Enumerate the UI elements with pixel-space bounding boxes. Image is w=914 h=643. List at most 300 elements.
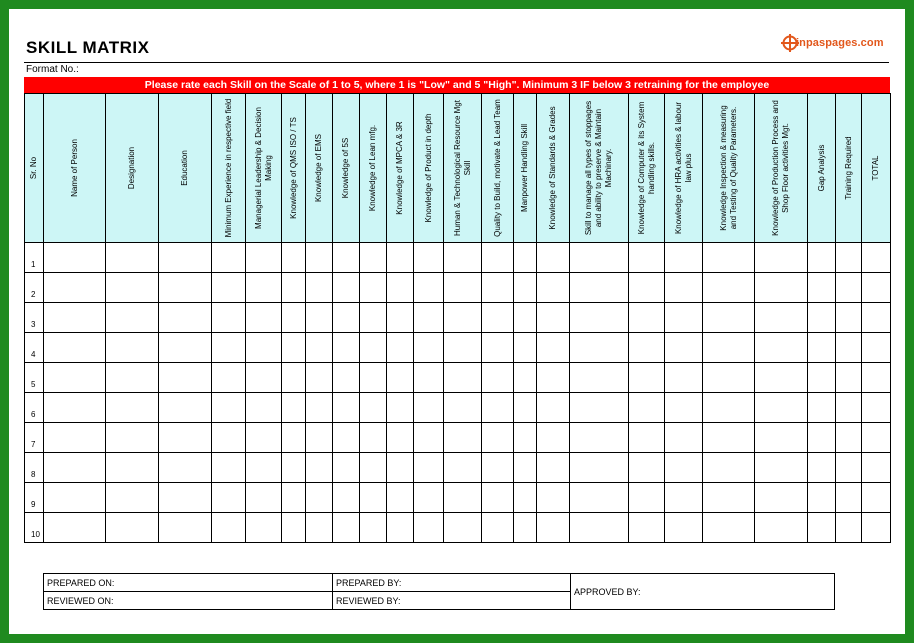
cell-col-manpower-handling[interactable] (514, 303, 537, 333)
cell-col-mpca-3r[interactable] (387, 333, 414, 363)
cell-col-hr-tech-resource[interactable] (444, 303, 482, 333)
format-no-row (24, 62, 889, 77)
cell-col-name-of-person[interactable] (44, 423, 106, 453)
cell-col-total[interactable] (862, 513, 891, 543)
table-row (25, 423, 891, 453)
cell-col-gap-analysis[interactable] (808, 363, 836, 393)
cell-col-designation[interactable] (106, 333, 159, 363)
cell-col-build-motivate-lead[interactable] (482, 333, 514, 363)
cell-col-hr-tech-resource[interactable] (444, 483, 482, 513)
cell-col-computer-skills[interactable] (629, 393, 665, 423)
approved-by-cell[interactable]: APPROVED BY: (571, 574, 835, 610)
cell-col-standards-grades[interactable] (537, 513, 570, 543)
cell-col-total[interactable] (862, 243, 891, 273)
cell-col-qms-iso-ts[interactable] (282, 423, 306, 453)
cell-col-min-experience[interactable] (212, 243, 246, 273)
cell-col-build-motivate-lead[interactable] (482, 453, 514, 483)
cell-col-training-required[interactable] (836, 453, 862, 483)
cell-col-designation[interactable] (106, 423, 159, 453)
cell-col-hr-tech-resource[interactable] (444, 363, 482, 393)
cell-col-gap-analysis[interactable] (808, 273, 836, 303)
cell-col-training-required[interactable] (836, 513, 862, 543)
header-col-gap-analysis (808, 94, 836, 243)
cell-col-total[interactable] (862, 483, 891, 513)
header-label: Knowledge of Standards & Grades (548, 106, 557, 230)
cell-col-5s[interactable] (333, 363, 360, 393)
cell-col-designation[interactable] (106, 513, 159, 543)
prepared-by-cell[interactable]: PREPARED BY: (333, 574, 571, 592)
cell-col-qms-iso-ts[interactable] (282, 243, 306, 273)
cell-col-lean-mfg[interactable] (360, 243, 387, 273)
cell-col-total[interactable] (862, 393, 891, 423)
header-label: Quality to Build, motivate & Lead Team (492, 99, 502, 237)
cell-col-mpca-3r[interactable] (387, 363, 414, 393)
cell-col-5s[interactable] (333, 453, 360, 483)
format-no-label: Format No.: (26, 64, 79, 75)
header-col-total (862, 94, 891, 243)
cell-col-hra-labour-law[interactable] (665, 303, 703, 333)
reviewed-by-cell[interactable]: REVIEWED BY: (333, 592, 571, 610)
cell-col-inspection-testing[interactable] (703, 453, 755, 483)
cell-col-ems[interactable] (306, 393, 333, 423)
cell-col-ems[interactable] (306, 243, 333, 273)
cell-col-build-motivate-lead[interactable] (482, 513, 514, 543)
cell-col-qms-iso-ts[interactable] (282, 483, 306, 513)
cell-col-lean-mfg[interactable] (360, 363, 387, 393)
header-col-education (159, 94, 212, 243)
cell-col-hr-tech-resource[interactable] (444, 273, 482, 303)
cell-col-standards-grades[interactable] (537, 243, 570, 273)
cell-col-production-process[interactable] (755, 423, 808, 453)
cell-col-name-of-person[interactable] (44, 363, 106, 393)
sr-no-cell (25, 273, 44, 303)
header-col-production-process (755, 94, 808, 243)
cell-col-qms-iso-ts[interactable] (282, 273, 306, 303)
header-col-designation (106, 94, 159, 243)
cell-col-5s[interactable] (333, 393, 360, 423)
table-row (25, 333, 891, 363)
cell-col-total[interactable] (862, 303, 891, 333)
cell-col-ems[interactable] (306, 363, 333, 393)
cell-col-stoppages-maintenance[interactable] (570, 273, 629, 303)
cell-col-inspection-testing[interactable] (703, 423, 755, 453)
cell-col-standards-grades[interactable] (537, 453, 570, 483)
cell-col-inspection-testing[interactable] (703, 483, 755, 513)
cell-col-manpower-handling[interactable] (514, 273, 537, 303)
cell-col-product-depth[interactable] (414, 423, 444, 453)
cell-col-education[interactable] (159, 333, 212, 363)
cell-col-inspection-testing[interactable] (703, 243, 755, 273)
cell-col-hr-tech-resource[interactable] (444, 453, 482, 483)
cell-col-production-process[interactable] (755, 273, 808, 303)
sr-no-cell (25, 393, 44, 423)
cell-col-5s[interactable] (333, 333, 360, 363)
cell-col-designation[interactable] (106, 393, 159, 423)
cell-col-designation[interactable] (106, 303, 159, 333)
cell-col-total[interactable] (862, 423, 891, 453)
cell-col-gap-analysis[interactable] (808, 333, 836, 363)
cell-col-production-process[interactable] (755, 303, 808, 333)
cell-col-production-process[interactable] (755, 453, 808, 483)
cell-col-gap-analysis[interactable] (808, 453, 836, 483)
cell-col-build-motivate-lead[interactable] (482, 483, 514, 513)
cell-col-education[interactable] (159, 243, 212, 273)
prepared-on-cell[interactable]: PREPARED ON: (44, 574, 333, 592)
cell-col-education[interactable] (159, 273, 212, 303)
cell-col-min-experience[interactable] (212, 303, 246, 333)
cell-col-inspection-testing[interactable] (703, 333, 755, 363)
rating-instruction-banner: Please rate each Skill on the Scale of 1 to 5, where 1 is "Low" and 5 "High". Minimum 3 IF below 3 retraining for the employee (24, 77, 890, 93)
cell-col-product-depth[interactable] (414, 453, 444, 483)
header-col-hra-labour-law (665, 94, 703, 243)
cell-col-stoppages-maintenance[interactable] (570, 333, 629, 363)
header-label: Minimum Experience in respective field (223, 98, 233, 238)
cell-col-training-required[interactable] (836, 393, 862, 423)
cell-col-hr-tech-resource[interactable] (444, 333, 482, 363)
cell-col-ems[interactable] (306, 483, 333, 513)
sr-no-cell (25, 303, 44, 333)
cell-col-education[interactable] (159, 513, 212, 543)
cell-col-manpower-handling[interactable] (514, 423, 537, 453)
cell-col-product-depth[interactable] (414, 393, 444, 423)
sr-no-cell (25, 243, 44, 273)
header-col-sr-no (25, 94, 44, 243)
cell-col-manpower-handling[interactable] (514, 333, 537, 363)
cell-col-managerial-leadership[interactable] (246, 363, 282, 393)
cell-col-computer-skills[interactable] (629, 243, 665, 273)
header-col-build-motivate-lead (482, 94, 514, 243)
table-row (25, 303, 891, 333)
cell-col-stoppages-maintenance[interactable] (570, 393, 629, 423)
cell-col-stoppages-maintenance[interactable] (570, 513, 629, 543)
row-number: 4 (31, 350, 36, 359)
header-col-manpower-handling (514, 94, 537, 243)
cell-col-manpower-handling[interactable] (514, 513, 537, 543)
cell-col-lean-mfg[interactable] (360, 333, 387, 363)
cell-col-managerial-leadership[interactable] (246, 393, 282, 423)
cell-col-computer-skills[interactable] (629, 513, 665, 543)
row-number: 5 (31, 380, 36, 389)
row-number: 9 (31, 500, 36, 509)
cell-col-5s[interactable] (333, 243, 360, 273)
cell-col-ems[interactable] (306, 453, 333, 483)
cell-col-lean-mfg[interactable] (360, 483, 387, 513)
cell-col-min-experience[interactable] (212, 423, 246, 453)
cell-col-managerial-leadership[interactable] (246, 243, 282, 273)
cell-col-managerial-leadership[interactable] (246, 483, 282, 513)
cell-col-designation[interactable] (106, 483, 159, 513)
cell-col-name-of-person[interactable] (44, 513, 106, 543)
cell-col-product-depth[interactable] (414, 243, 444, 273)
cell-col-gap-analysis[interactable] (808, 303, 836, 333)
header-col-mpca-3r (387, 94, 414, 243)
logo-text: inpaspages.com (796, 37, 884, 49)
cell-col-qms-iso-ts[interactable] (282, 513, 306, 543)
document-title: SKILL MATRIX (26, 38, 150, 57)
cell-col-min-experience[interactable] (212, 333, 246, 363)
cell-col-build-motivate-lead[interactable] (482, 423, 514, 453)
cell-col-name-of-person[interactable] (44, 303, 106, 333)
cell-col-computer-skills[interactable] (629, 483, 665, 513)
cell-col-standards-grades[interactable] (537, 393, 570, 423)
cell-col-designation[interactable] (106, 243, 159, 273)
cell-col-hr-tech-resource[interactable] (444, 423, 482, 453)
cell-col-inspection-testing[interactable] (703, 393, 755, 423)
cell-col-gap-analysis[interactable] (808, 513, 836, 543)
cell-col-gap-analysis[interactable] (808, 243, 836, 273)
cell-col-training-required[interactable] (836, 363, 862, 393)
cell-col-standards-grades[interactable] (537, 423, 570, 453)
header-label: Knowledge of Lean mfg. (368, 124, 377, 212)
cell-col-total[interactable] (862, 333, 891, 363)
cell-col-standards-grades[interactable] (537, 483, 570, 513)
cell-col-mpca-3r[interactable] (387, 273, 414, 303)
cell-col-hra-labour-law[interactable] (665, 363, 703, 393)
cell-col-hra-labour-law[interactable] (665, 513, 703, 543)
cell-col-standards-grades[interactable] (537, 363, 570, 393)
cell-col-total[interactable] (862, 453, 891, 483)
cell-col-build-motivate-lead[interactable] (482, 393, 514, 423)
header-col-managerial-leadership (246, 94, 282, 243)
cell-col-hra-labour-law[interactable] (665, 273, 703, 303)
cell-col-stoppages-maintenance[interactable] (570, 423, 629, 453)
cell-col-gap-analysis[interactable] (808, 423, 836, 453)
header-label: Skill to manage all types of stoppages and ability to preserve & Maintain Machinary. (584, 100, 613, 236)
cell-col-stoppages-maintenance[interactable] (570, 483, 629, 513)
cell-col-product-depth[interactable] (414, 513, 444, 543)
cell-col-training-required[interactable] (836, 243, 862, 273)
cell-col-5s[interactable] (333, 303, 360, 333)
cell-col-qms-iso-ts[interactable] (282, 393, 306, 423)
cell-col-computer-skills[interactable] (629, 363, 665, 393)
cell-col-build-motivate-lead[interactable] (482, 273, 514, 303)
cell-col-mpca-3r[interactable] (387, 453, 414, 483)
cell-col-stoppages-maintenance[interactable] (570, 453, 629, 483)
sr-no-cell (25, 333, 44, 363)
cell-col-total[interactable] (862, 273, 891, 303)
cell-col-min-experience[interactable] (212, 273, 246, 303)
cell-col-5s[interactable] (333, 483, 360, 513)
cell-col-build-motivate-lead[interactable] (482, 303, 514, 333)
cell-col-name-of-person[interactable] (44, 333, 106, 363)
cell-col-education[interactable] (159, 483, 212, 513)
table-row (25, 273, 891, 303)
cell-col-build-motivate-lead[interactable] (482, 243, 514, 273)
cell-col-lean-mfg[interactable] (360, 513, 387, 543)
cell-col-computer-skills[interactable] (629, 423, 665, 453)
sr-no-cell (25, 453, 44, 483)
cell-col-hra-labour-law[interactable] (665, 453, 703, 483)
cell-col-mpca-3r[interactable] (387, 513, 414, 543)
cell-col-qms-iso-ts[interactable] (282, 453, 306, 483)
cell-col-inspection-testing[interactable] (703, 273, 755, 303)
cell-col-5s[interactable] (333, 423, 360, 453)
cell-col-education[interactable] (159, 363, 212, 393)
cell-col-inspection-testing[interactable] (703, 513, 755, 543)
cell-col-standards-grades[interactable] (537, 273, 570, 303)
cell-col-inspection-testing[interactable] (703, 303, 755, 333)
cell-col-stoppages-maintenance[interactable] (570, 363, 629, 393)
cell-col-lean-mfg[interactable] (360, 303, 387, 333)
cell-col-managerial-leadership[interactable] (246, 303, 282, 333)
cell-col-hr-tech-resource[interactable] (444, 513, 482, 543)
cell-col-computer-skills[interactable] (629, 453, 665, 483)
cell-col-name-of-person[interactable] (44, 273, 106, 303)
cell-col-min-experience[interactable] (212, 393, 246, 423)
sr-no-cell (25, 423, 44, 453)
cell-col-ems[interactable] (306, 333, 333, 363)
header-label: Manpower Handling Skill (520, 123, 529, 213)
cell-col-computer-skills[interactable] (629, 303, 665, 333)
reviewed-on-cell[interactable]: REVIEWED ON: (44, 592, 333, 610)
header-col-stoppages-maintenance (570, 94, 629, 243)
cell-col-hra-labour-law[interactable] (665, 423, 703, 453)
cell-col-5s[interactable] (333, 513, 360, 543)
cell-col-computer-skills[interactable] (629, 273, 665, 303)
cell-col-mpca-3r[interactable] (387, 303, 414, 333)
cell-col-min-experience[interactable] (212, 453, 246, 483)
cell-col-hr-tech-resource[interactable] (444, 243, 482, 273)
cell-col-education[interactable] (159, 303, 212, 333)
row-number: 2 (31, 290, 36, 299)
cell-col-5s[interactable] (333, 273, 360, 303)
cell-col-designation[interactable] (106, 363, 159, 393)
header-col-name-of-person (44, 94, 106, 243)
header-label: Knowledge of QMS ISO / TS (288, 117, 298, 219)
cell-col-managerial-leadership[interactable] (246, 333, 282, 363)
row-number: 10 (31, 530, 40, 539)
cell-col-standards-grades[interactable] (537, 333, 570, 363)
cell-col-ems[interactable] (306, 273, 333, 303)
site-logo (780, 30, 884, 56)
header-label: Sr. No (29, 156, 38, 180)
sr-no-cell (25, 483, 44, 513)
cell-col-hra-labour-law[interactable] (665, 483, 703, 513)
cell-col-standards-grades[interactable] (537, 303, 570, 333)
row-number: 8 (31, 470, 36, 479)
cell-col-hra-labour-law[interactable] (665, 333, 703, 363)
cell-col-hr-tech-resource[interactable] (444, 393, 482, 423)
cell-col-production-process[interactable] (755, 483, 808, 513)
cell-col-production-process[interactable] (755, 513, 808, 543)
cell-col-gap-analysis[interactable] (808, 483, 836, 513)
cell-col-name-of-person[interactable] (44, 483, 106, 513)
cell-col-mpca-3r[interactable] (387, 243, 414, 273)
header-col-inspection-testing (703, 94, 755, 243)
cell-col-manpower-handling[interactable] (514, 243, 537, 273)
cell-col-min-experience[interactable] (212, 483, 246, 513)
header-col-hr-tech-resource (444, 94, 482, 243)
cell-col-gap-analysis[interactable] (808, 393, 836, 423)
cell-col-managerial-leadership[interactable] (246, 453, 282, 483)
cell-col-qms-iso-ts[interactable] (282, 303, 306, 333)
cell-col-min-experience[interactable] (212, 513, 246, 543)
cell-col-production-process[interactable] (755, 393, 808, 423)
cell-col-ems[interactable] (306, 303, 333, 333)
cell-col-production-process[interactable] (755, 333, 808, 363)
header-label: Knowledge of Computer & its System handling skills. (636, 101, 656, 235)
header-col-qms-iso-ts (282, 94, 306, 243)
cell-col-lean-mfg[interactable] (360, 273, 387, 303)
header-label: Name of Person (69, 139, 79, 197)
cell-col-managerial-leadership[interactable] (246, 513, 282, 543)
cell-col-education[interactable] (159, 453, 212, 483)
cell-col-product-depth[interactable] (414, 363, 444, 393)
cell-col-designation[interactable] (106, 273, 159, 303)
cell-col-qms-iso-ts[interactable] (282, 363, 306, 393)
row-number: 6 (31, 410, 36, 419)
cell-col-product-depth[interactable] (414, 483, 444, 513)
header-label: Training Required (843, 136, 853, 200)
cell-col-product-depth[interactable] (414, 333, 444, 363)
table-row (25, 513, 891, 543)
header-label: Gap Analysis (816, 144, 826, 192)
cell-col-stoppages-maintenance[interactable] (570, 303, 629, 333)
cell-col-ems[interactable] (306, 513, 333, 543)
row-number: 7 (31, 440, 36, 449)
cell-col-min-experience[interactable] (212, 363, 246, 393)
header-label: TOTAL (871, 155, 880, 181)
cell-col-computer-skills[interactable] (629, 333, 665, 363)
table-row (25, 363, 891, 393)
cell-col-qms-iso-ts[interactable] (282, 333, 306, 363)
cell-col-manpower-handling[interactable] (514, 363, 537, 393)
cell-col-training-required[interactable] (836, 303, 862, 333)
cell-col-lean-mfg[interactable] (360, 423, 387, 453)
header-col-training-required (836, 94, 862, 243)
cell-col-designation[interactable] (106, 453, 159, 483)
cell-col-name-of-person[interactable] (44, 243, 106, 273)
cell-col-stoppages-maintenance[interactable] (570, 243, 629, 273)
cell-col-ems[interactable] (306, 423, 333, 453)
cell-col-product-depth[interactable] (414, 303, 444, 333)
cell-col-training-required[interactable] (836, 333, 862, 363)
cell-col-total[interactable] (862, 363, 891, 393)
cell-col-managerial-leadership[interactable] (246, 273, 282, 303)
table-header-row (25, 94, 891, 243)
cell-col-mpca-3r[interactable] (387, 393, 414, 423)
cell-col-product-depth[interactable] (414, 273, 444, 303)
cell-col-training-required[interactable] (836, 423, 862, 453)
cell-col-manpower-handling[interactable] (514, 453, 537, 483)
cell-col-lean-mfg[interactable] (360, 393, 387, 423)
sr-no-cell (25, 363, 44, 393)
cell-col-education[interactable] (159, 423, 212, 453)
cell-col-name-of-person[interactable] (44, 453, 106, 483)
cell-col-managerial-leadership[interactable] (246, 423, 282, 453)
cell-col-name-of-person[interactable] (44, 393, 106, 423)
cell-col-production-process[interactable] (755, 243, 808, 273)
cell-col-training-required[interactable] (836, 483, 862, 513)
cell-col-education[interactable] (159, 393, 212, 423)
signoff-table (43, 573, 835, 610)
cell-col-hra-labour-law[interactable] (665, 243, 703, 273)
cell-col-mpca-3r[interactable] (387, 423, 414, 453)
cell-col-inspection-testing[interactable] (703, 363, 755, 393)
cell-col-manpower-handling[interactable] (514, 483, 537, 513)
cell-col-hra-labour-law[interactable] (665, 393, 703, 423)
table-row (25, 243, 891, 273)
cell-col-training-required[interactable] (836, 273, 862, 303)
cell-col-lean-mfg[interactable] (360, 453, 387, 483)
cell-col-mpca-3r[interactable] (387, 483, 414, 513)
header-col-min-experience (212, 94, 246, 243)
cell-col-manpower-handling[interactable] (514, 393, 537, 423)
cell-col-build-motivate-lead[interactable] (482, 363, 514, 393)
header-col-product-depth (414, 94, 444, 243)
cell-col-production-process[interactable] (755, 363, 808, 393)
table-row (25, 483, 891, 513)
